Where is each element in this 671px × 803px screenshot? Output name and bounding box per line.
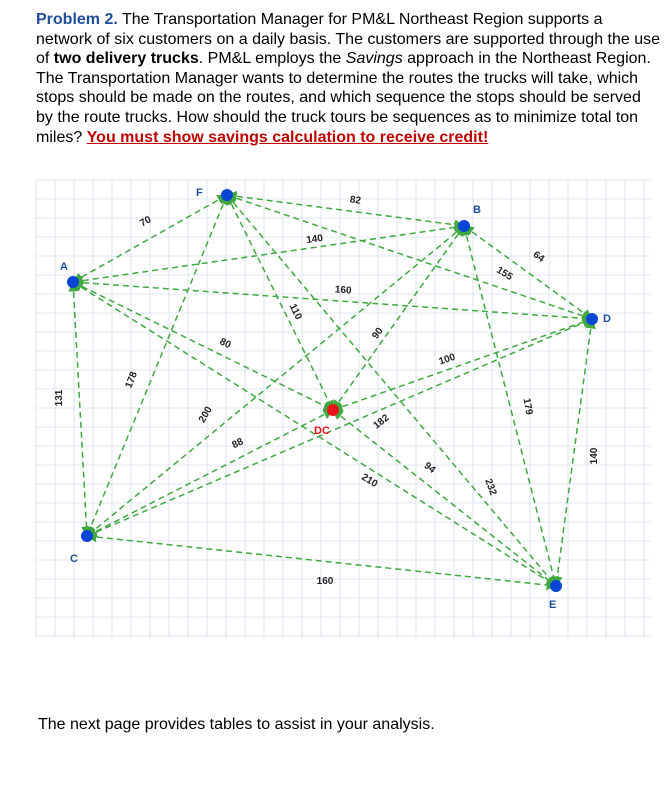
distance-a-e: 210	[359, 471, 380, 490]
edge-a-d	[73, 282, 592, 319]
problem-italic: Savings	[345, 50, 403, 68]
route-network-diagram	[0, 170, 671, 650]
label-dc: DC	[314, 425, 330, 437]
distance-b-e-alt: 155	[494, 264, 515, 283]
edge-f-c	[87, 195, 227, 536]
label-b: B	[473, 204, 481, 216]
distance-dc-c: 88	[230, 436, 246, 452]
node-a	[67, 276, 79, 288]
label-e: E	[549, 599, 557, 611]
savings-requirement: You must show savings calculation to receive credit!	[86, 128, 489, 146]
label-a: A	[60, 261, 68, 273]
distance-f-dc: 110	[286, 302, 304, 322]
node-e	[550, 580, 562, 592]
distance-labels	[54, 194, 600, 587]
edge-b-d	[464, 226, 592, 319]
distance-a-d: 160	[334, 284, 352, 297]
node-b	[458, 220, 470, 232]
problem-text-1: The Transportation Manager for PM&L Northeast Region supports a network of six customers on a daily basis. The customers are supported through the use of	[36, 11, 661, 68]
node-d	[586, 313, 598, 325]
distance-dc-e: 94	[421, 460, 438, 476]
footer-note: The next page provides tables to assist in your analysis.	[38, 716, 435, 733]
distance-a-b: 140	[305, 232, 324, 247]
edge-f-e	[227, 195, 556, 586]
node-c	[81, 530, 93, 542]
distance-f-e: 200	[196, 404, 215, 425]
distance-f-c: 178	[123, 370, 140, 390]
distance-f-b: 82	[349, 194, 362, 207]
problem-heading: Problem 2.	[36, 11, 118, 28]
edge-dc-e	[333, 410, 556, 586]
distance-dc-a: 80	[217, 336, 233, 352]
edge-d-e	[556, 319, 592, 586]
edge-a-c	[73, 282, 87, 536]
label-c: C	[70, 553, 78, 565]
distance-dc-b: 90	[370, 325, 386, 342]
edge-dc-c	[87, 410, 333, 536]
node-f	[221, 189, 233, 201]
distance-f-a: 70	[138, 214, 154, 230]
distance-a-c: 131	[54, 389, 65, 407]
label-d: D	[603, 313, 611, 325]
problem-statement	[36, 10, 661, 147]
distance-b-d: 64	[530, 249, 547, 265]
distance-dc-d: 100	[437, 351, 457, 368]
problem-text-3: approach in the Northeast Region. The Transportation Manager wants to determine the routes the trucks will take, which stops should be made on the routes, and which sequence the stops should be served by the route trucks. How should the truck tours be sequences as to minimize total ton miles?	[36, 50, 651, 146]
distance-c-e: 160	[316, 576, 334, 587]
edges	[73, 195, 592, 586]
edge-f-b	[227, 195, 464, 226]
label-f: F	[196, 187, 203, 199]
problem-text-2: . PM&L employs the	[198, 50, 346, 68]
distance-f-d: 182	[371, 412, 392, 432]
distance-b-e: 179	[520, 397, 535, 416]
distance-b-c: 232	[482, 477, 499, 497]
problem-bold: two delivery trucks	[53, 50, 199, 68]
node-dc	[327, 404, 339, 416]
distance-d-e: 140	[589, 447, 600, 465]
edge-c-d	[87, 319, 592, 536]
